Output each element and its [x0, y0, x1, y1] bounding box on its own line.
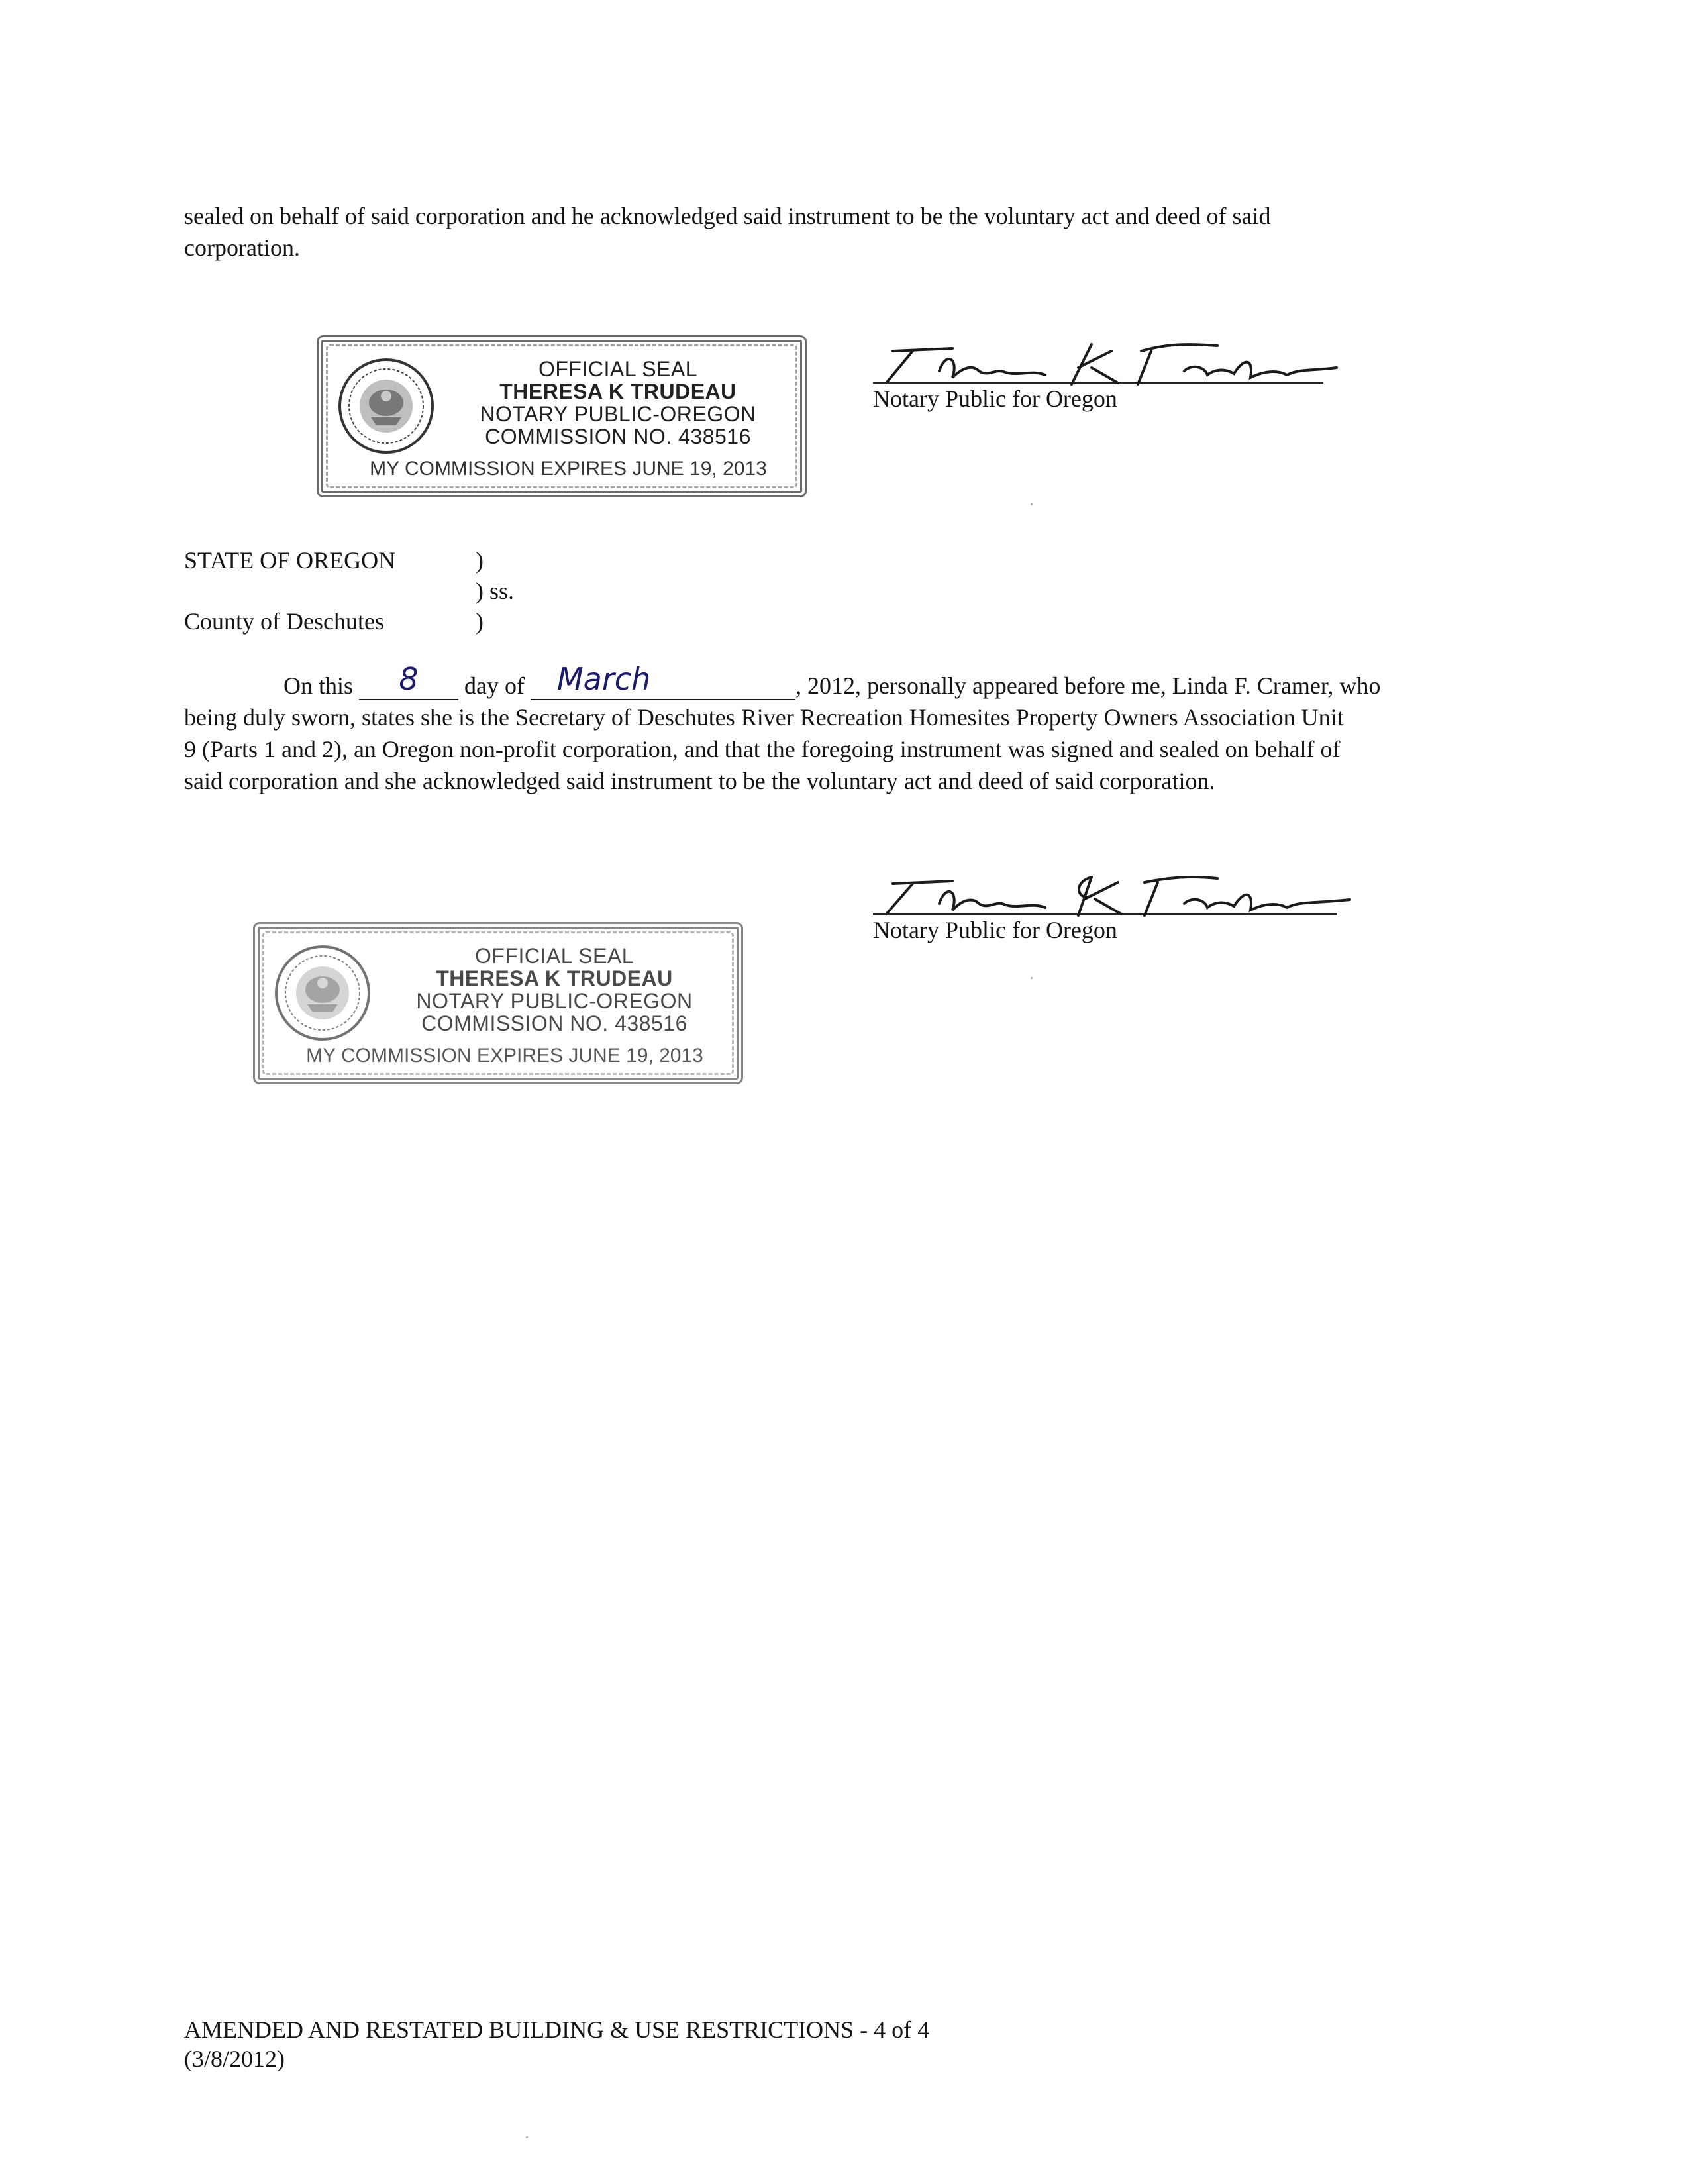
- seal-office: NOTARY PUBLIC-OREGON: [416, 989, 693, 1013]
- acknowledgment-first-line: [184, 661, 1482, 702]
- notary-signature-1: [873, 331, 1416, 417]
- venue-paren-1: ): [476, 547, 484, 574]
- scan-speck: [1031, 503, 1033, 505]
- scan-speck: [1031, 977, 1033, 979]
- handwritten-signature: [873, 331, 1416, 391]
- handwritten-signature: [873, 862, 1416, 922]
- day-blank: [359, 661, 458, 700]
- seal-title: OFFICIAL SEAL: [538, 357, 698, 381]
- notary-seal-1: [317, 335, 807, 497]
- venue-paren-2: ): [476, 608, 484, 635]
- day-value: 8: [399, 661, 419, 697]
- footer-title: AMENDED AND RESTATED BUILDING & USE RESTRICTIONS - 4 of 4: [184, 2016, 930, 2043]
- acknowledgment-paragraph: [184, 661, 1482, 797]
- on-this-label: On this: [283, 672, 354, 699]
- signature-caption: Notary Public for Oregon: [873, 386, 1117, 412]
- month-blank: [531, 661, 795, 700]
- scan-speck: [526, 2136, 528, 2138]
- intro-paragraph: [184, 200, 1482, 264]
- venue-state: STATE OF OREGON: [184, 547, 396, 574]
- seal-title: OFFICIAL SEAL: [474, 944, 635, 968]
- seal-notary-name: THERESA K TRUDEAU: [499, 380, 737, 403]
- oregon-state-seal-icon: [273, 943, 372, 1043]
- page-footer: [184, 2015, 929, 2073]
- month-value: March: [556, 661, 651, 697]
- day-of-label: day of: [464, 672, 525, 699]
- seal-text: [385, 945, 723, 1035]
- year-and-appearance-text: , 2012, personally appeared before me, Linda F. Cramer, who: [795, 672, 1381, 699]
- acknowledgment-line-2: being duly sworn, states she is the Secretary of Deschutes River Recreation Homesites Property Owners Association Unit: [184, 704, 1344, 731]
- notary-seal-2: [253, 922, 743, 1084]
- seal-expiration: MY COMMISSION EXPIRES JUNE 19, 2013: [306, 1045, 703, 1066]
- seal-notary-name: THERESA K TRUDEAU: [436, 966, 673, 990]
- notary-signature-2: [873, 862, 1416, 949]
- acknowledgment-line-3: 9 (Parts 1 and 2), an Oregon non-profit corporation, and that the foregoing instrument was signed and sealed on behalf of: [184, 736, 1341, 762]
- seal-office: NOTARY PUBLIC-OREGON: [480, 402, 756, 426]
- footer-date: (3/8/2012): [184, 2046, 285, 2072]
- seal-commission: COMMISSION NO. 438516: [485, 425, 751, 448]
- intro-line-1: sealed on behalf of said corporation and he acknowledged said instrument to be the voluntary act and deed of said: [184, 203, 1271, 229]
- oregon-state-seal-icon: [336, 356, 436, 456]
- intro-line-2: corporation.: [184, 234, 300, 261]
- signature-caption: Notary Public for Oregon: [873, 917, 1117, 943]
- acknowledgment-line-4: said corporation and she acknowledged said instrument to be the voluntary act and deed of said corporation.: [184, 768, 1215, 794]
- venue-county: County of Deschutes: [184, 608, 384, 635]
- venue-ss: ) ss.: [476, 578, 515, 604]
- seal-text: [449, 358, 787, 448]
- seal-commission: COMMISSION NO. 438516: [421, 1012, 688, 1035]
- seal-expiration: MY COMMISSION EXPIRES JUNE 19, 2013: [370, 458, 767, 480]
